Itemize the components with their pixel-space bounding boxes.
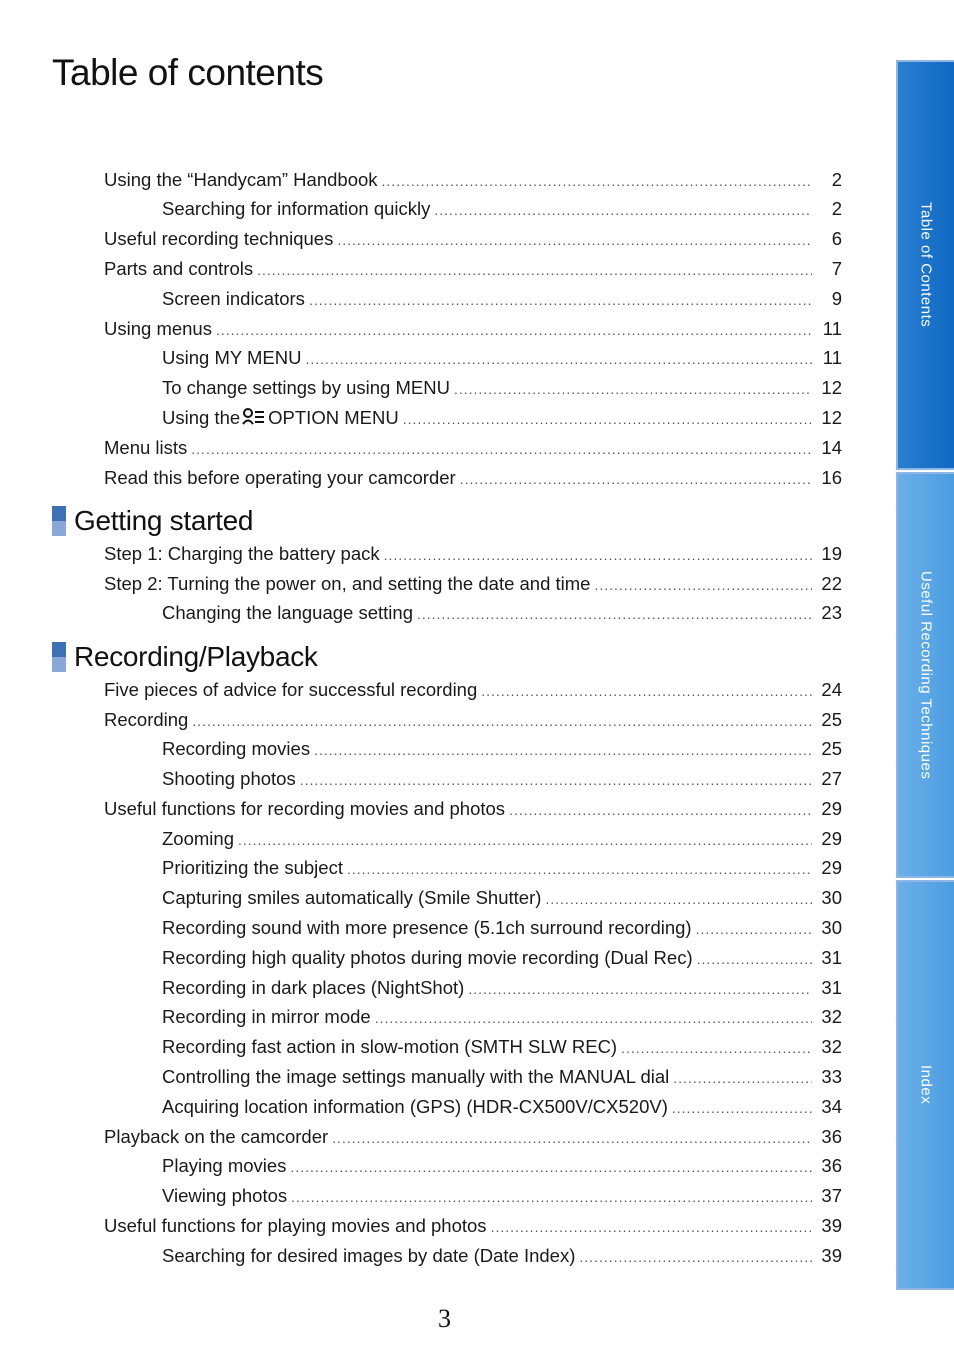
side-tab-table-of-contents[interactable]	[896, 60, 954, 470]
toc-entry[interactable]	[162, 1155, 842, 1177]
toc-entry[interactable]	[104, 1215, 842, 1237]
toc-entry-title: Viewing photos	[162, 1185, 288, 1206]
toc-entry-title: Screen indicators	[162, 288, 305, 309]
toc-entry-page: 36	[821, 1155, 842, 1176]
toc-entry[interactable]	[162, 1036, 842, 1058]
toc-entry[interactable]	[162, 977, 842, 999]
toc-entry-title: Recording	[104, 709, 189, 730]
toc-entry-page: 16	[821, 467, 842, 488]
dot-leader	[594, 574, 812, 596]
toc-entry-title: Searching for information quickly	[162, 198, 431, 219]
toc-entry-page: 30	[821, 887, 842, 908]
toc-entry[interactable]	[104, 709, 842, 731]
toc-entry[interactable]	[162, 857, 842, 879]
toc-entry-title: Playing movies	[162, 1155, 287, 1176]
toc-entry-page: 29	[821, 798, 842, 819]
side-tab-label: Index	[917, 1065, 935, 1105]
toc-entry-title: Recording in dark places (NightShot)	[162, 977, 465, 998]
toc-entry-title: Changing the language setting	[162, 602, 413, 623]
page-title: Table of contents	[52, 52, 324, 93]
toc-entry[interactable]	[104, 679, 842, 701]
toc-entry[interactable]	[162, 198, 842, 220]
toc-entry-page: 25	[821, 738, 842, 759]
toc-entry-title: Capturing smiles automatically (Smile Shutter)	[162, 887, 542, 908]
section-heading-getting-started[interactable]	[52, 506, 253, 536]
option-menu-icon	[242, 408, 266, 426]
side-tab-label: Table of Contents	[917, 202, 935, 328]
toc-entry-page: 19	[821, 543, 842, 564]
toc-entry-page: 34	[821, 1096, 842, 1117]
toc-entry-title: Playback on the camcorder	[104, 1126, 329, 1147]
toc-entry-title: Recording high quality photos during movie recording (Dual Rec)	[162, 947, 693, 968]
toc-entry[interactable]	[162, 377, 842, 399]
toc-entry[interactable]	[162, 917, 842, 939]
toc-entry-title: Step 2: Turning the power on, and setting the date and time	[104, 573, 591, 594]
dot-leader	[347, 858, 812, 880]
toc-entry[interactable]	[104, 437, 842, 459]
toc-entry-page: 36	[821, 1126, 842, 1147]
toc-entry-page: 27	[821, 768, 842, 789]
toc-entry-page: 11	[822, 347, 842, 368]
toc-entry-title: To change settings by using MENU	[162, 377, 450, 398]
toc-entry[interactable]	[162, 828, 842, 850]
dot-leader	[309, 289, 812, 311]
dot-leader	[491, 1216, 812, 1238]
dot-leader	[673, 1067, 812, 1089]
toc-entry-page: 2	[831, 198, 842, 219]
toc-entry[interactable]	[162, 407, 842, 429]
toc-entry[interactable]	[162, 947, 842, 969]
dot-leader	[332, 1127, 812, 1149]
dot-leader	[257, 259, 812, 281]
toc-entry[interactable]	[104, 543, 842, 565]
toc-entry-title	[162, 407, 399, 429]
toc-entry[interactable]	[162, 768, 842, 790]
toc-entry-page: 39	[821, 1245, 842, 1266]
toc-entry-title: Step 1: Charging the battery pack	[104, 543, 380, 564]
toc-entry-title: Useful functions for playing movies and photos	[104, 1215, 487, 1236]
section-heading-recording-playback[interactable]	[52, 642, 318, 672]
toc-entry[interactable]	[162, 1096, 842, 1118]
toc-entry[interactable]	[162, 1006, 842, 1028]
toc-entry[interactable]	[104, 169, 842, 191]
toc-entry-page: 24	[821, 679, 842, 700]
toc-entry-page: 11	[822, 318, 842, 339]
dot-leader	[481, 680, 812, 702]
toc-entry-page: 14	[821, 437, 842, 458]
toc-entry-page: 31	[821, 947, 842, 968]
dot-leader	[697, 948, 812, 970]
toc-entry-page: 2	[831, 169, 842, 190]
section-heading-label: Getting started	[74, 505, 254, 536]
toc-entry-title: Using menus	[104, 318, 212, 339]
side-tab-label: Useful Recording Techniques	[917, 570, 935, 780]
dot-leader	[314, 739, 812, 761]
toc-entry[interactable]	[104, 467, 842, 489]
toc-entry-title: Useful functions for recording movies and photos	[104, 798, 506, 819]
toc-entry-page: 12	[821, 407, 842, 428]
toc-entry-title: Recording sound with more presence (5.1ch surround recording)	[162, 917, 692, 938]
dot-leader	[454, 378, 812, 400]
dot-leader	[509, 799, 812, 821]
toc-entry-page: 23	[821, 602, 842, 623]
toc-entry-page: 9	[831, 288, 842, 309]
toc-entry[interactable]	[162, 602, 842, 624]
dot-leader	[545, 888, 812, 910]
dot-leader	[290, 1156, 812, 1178]
dot-leader	[238, 829, 812, 851]
dot-leader	[305, 348, 812, 370]
dot-leader	[191, 438, 812, 460]
dot-leader	[382, 170, 812, 192]
dot-leader	[192, 710, 812, 732]
toc-entry[interactable]	[104, 318, 842, 340]
toc-entry-title: Shooting photos	[162, 768, 296, 789]
dot-leader	[417, 603, 812, 625]
toc-entry-title: Menu lists	[104, 437, 188, 458]
toc-entry[interactable]	[162, 738, 842, 760]
toc-entry[interactable]	[162, 1185, 842, 1207]
toc-entry-title: Zooming	[162, 828, 234, 849]
toc-entry-title: Acquiring location information (GPS) (HDR-CX500V/CX520V)	[162, 1096, 668, 1117]
side-tab-useful-recording-techniques[interactable]	[896, 472, 954, 878]
page-number: 3	[438, 1304, 451, 1333]
toc-entry-page: 22	[821, 573, 842, 594]
dot-leader	[337, 229, 812, 251]
section-marker	[52, 506, 66, 536]
toc-entry-page: 12	[821, 377, 842, 398]
dot-leader	[300, 769, 812, 791]
dot-leader	[579, 1246, 812, 1268]
toc-entry-page: 29	[821, 857, 842, 878]
toc-entry-page: 31	[821, 977, 842, 998]
dot-leader	[468, 978, 812, 1000]
dot-leader	[291, 1186, 812, 1208]
toc-entry[interactable]	[162, 347, 842, 369]
dot-leader	[375, 1007, 812, 1029]
toc-entry-page: 7	[831, 258, 842, 279]
dot-leader	[216, 319, 812, 341]
toc-entry[interactable]	[104, 798, 842, 820]
toc-entry-title-suffix: OPTION MENU	[268, 407, 399, 428]
toc-entry-title: Controlling the image settings manually with the MANUAL dial	[162, 1066, 670, 1087]
toc-entry-page: 30	[821, 917, 842, 938]
toc-entry-title: Recording in mirror mode	[162, 1006, 371, 1027]
toc-entry[interactable]	[162, 288, 842, 310]
toc-entry-page: 32	[821, 1006, 842, 1027]
toc-entry-page: 37	[821, 1185, 842, 1206]
toc-entry-title: Read this before operating your camcorder	[104, 467, 456, 488]
toc-entry[interactable]	[104, 1126, 842, 1148]
toc-entry[interactable]	[104, 228, 842, 250]
side-tab-index[interactable]	[896, 880, 954, 1290]
dot-leader	[403, 408, 812, 430]
toc-entry[interactable]	[162, 887, 842, 909]
toc-entry-page: 6	[831, 228, 842, 249]
dot-leader	[672, 1097, 812, 1119]
dot-leader	[621, 1037, 812, 1059]
toc-entry-title-prefix: Using the	[162, 407, 241, 428]
dot-leader	[696, 918, 812, 940]
section-heading-label: Recording/Playback	[74, 641, 318, 672]
toc-entry-title: Recording movies	[162, 738, 311, 759]
toc-entry[interactable]	[104, 573, 842, 595]
toc-entry-page: 29	[821, 828, 842, 849]
dot-leader	[434, 199, 812, 221]
toc-entry-title: Prioritizing the subject	[162, 857, 343, 878]
toc-entry-title: Useful recording techniques	[104, 228, 334, 249]
toc-entry-page: 33	[821, 1066, 842, 1087]
dot-leader	[384, 544, 812, 566]
toc-entry[interactable]	[104, 258, 842, 280]
toc-entry-title: Five pieces of advice for successful recording	[104, 679, 478, 700]
toc-entry-title: Using the “Handycam” Handbook	[104, 169, 378, 190]
toc-entry[interactable]	[162, 1066, 842, 1088]
toc-entry-title: Recording fast action in slow-motion (SMTH SLW REC)	[162, 1036, 618, 1057]
toc-entry-title: Searching for desired images by date (Date Index)	[162, 1245, 576, 1266]
section-marker	[52, 642, 66, 672]
toc-entry[interactable]	[162, 1245, 842, 1267]
dot-leader	[460, 468, 812, 490]
toc-entry-page: 39	[821, 1215, 842, 1236]
toc-entry-title: Using MY MENU	[162, 347, 302, 368]
toc-entry-title: Parts and controls	[104, 258, 254, 279]
toc-entry-page: 32	[821, 1036, 842, 1057]
toc-entry-page: 25	[821, 709, 842, 730]
